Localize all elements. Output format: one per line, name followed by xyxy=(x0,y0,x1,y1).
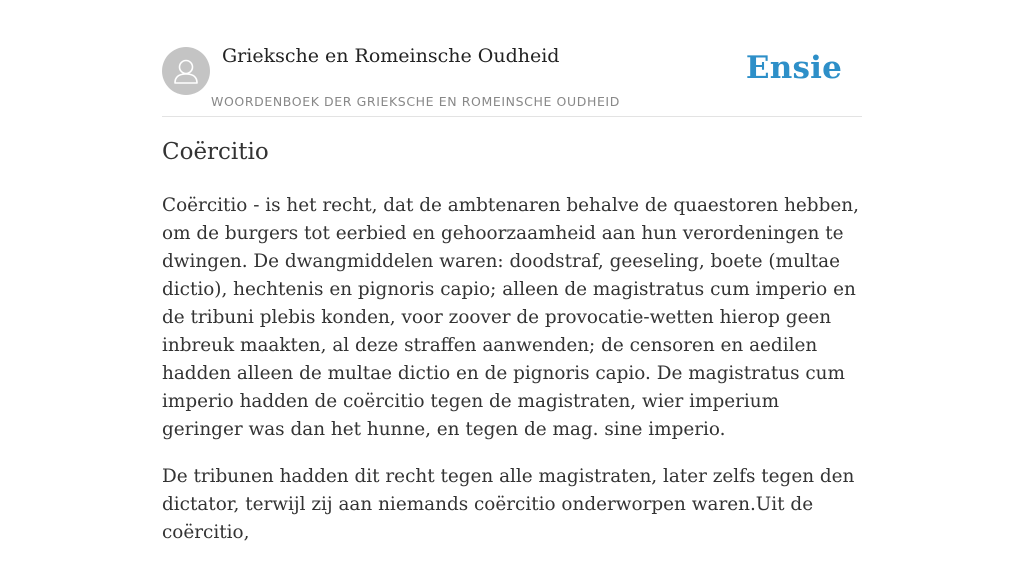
entry-paragraph: Coërcitio - is het recht, dat de ambtenaren behalve de quaestoren hebben, om de burgers tot eerbied en gehoorzaamheid aan hun verordeningen te dwingen. De dwangmiddelen waren: doodstraf, geeseling, boete (multae dictio), hechtenis en pignoris capio; alleen de magistratus cum imperio en de tribuni plebis konden, voor zoover de provocatie-wetten hierop geen inbreuk maakten, al deze straffen aanwenden; de censoren en aedilen hadden alleen de multae dictio en de pignoris capio. De magistratus cum imperio hadden de coërcitio tegen de magistraten, wier imperium geringer was dan het hunne, en tegen de mag. sine imperio. xyxy=(162,195,859,440)
source-header xyxy=(162,0,862,117)
source-avatar[interactable] xyxy=(162,47,210,95)
entry-title: Coërcitio xyxy=(162,139,269,165)
source-subtitle[interactable]: WOORDENBOEK DER GRIEKSCHE EN ROMEINSCHE OUDHEID xyxy=(211,94,620,109)
entry-paragraph: De tribunen hadden dit recht tegen alle magistraten, later zelfs tegen den dictator, terwijl zij aan niemands coërcitio onderworpen waren.Uit de coërcitio, xyxy=(162,466,855,543)
source-title[interactable]: Grieksche en Romeinsche Oudheid xyxy=(222,45,560,67)
user-silhouette-icon xyxy=(162,47,210,95)
ensie-logo[interactable]: Ensie xyxy=(745,50,842,86)
entry-body xyxy=(162,192,862,566)
page-container xyxy=(162,0,862,543)
